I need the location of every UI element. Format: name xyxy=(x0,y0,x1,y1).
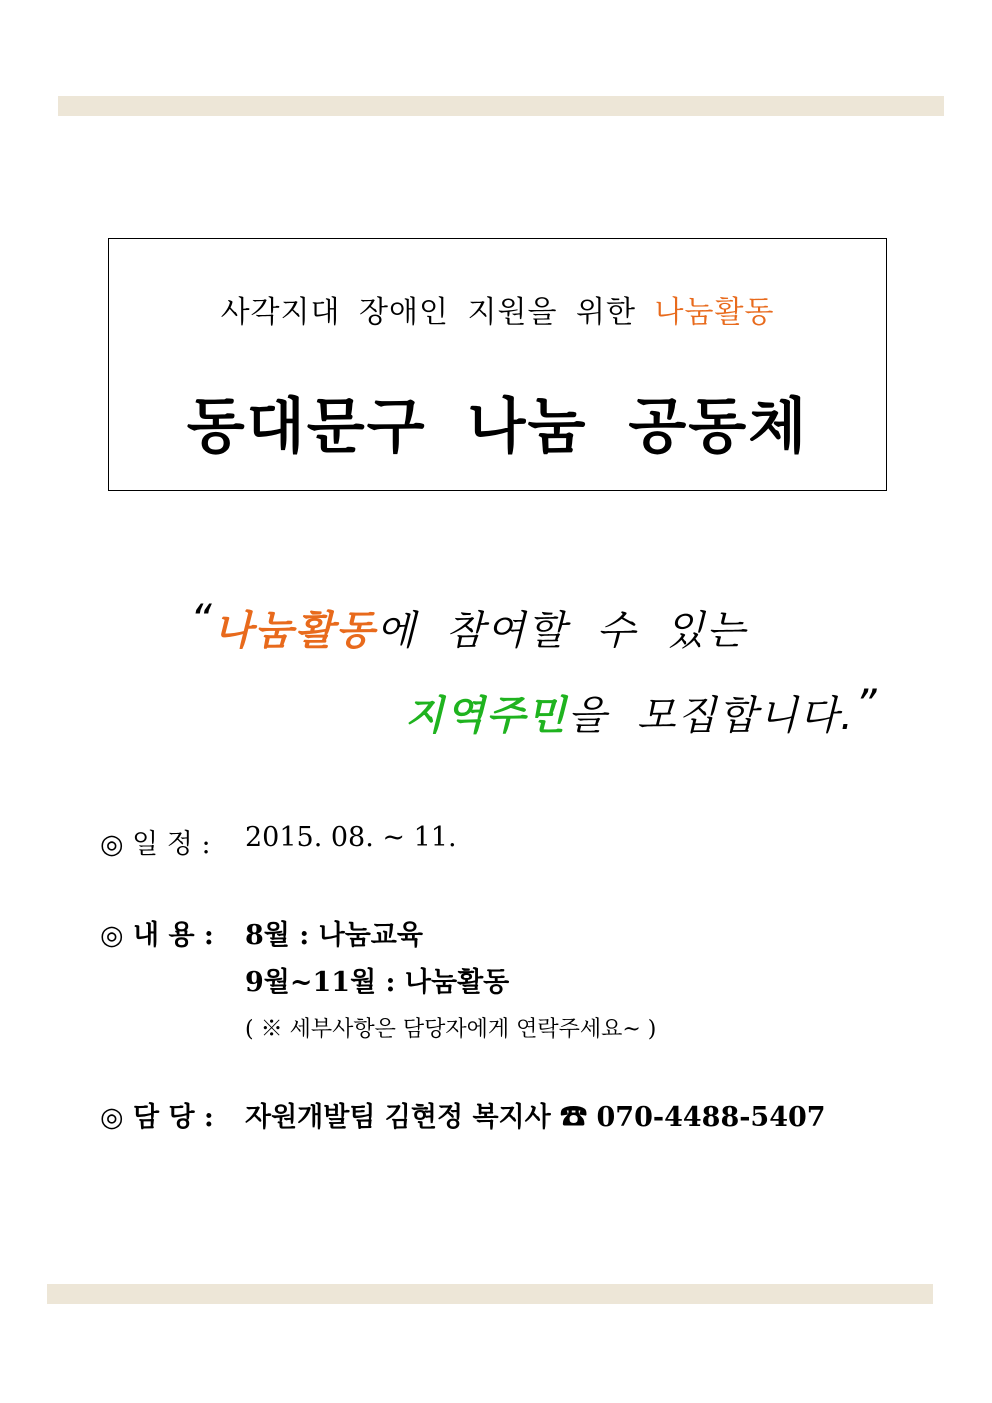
phone-icon: ☎ xyxy=(560,1102,588,1133)
content-line-2: 9월~11월 : 나눔활동 xyxy=(245,967,510,998)
top-decorative-bar xyxy=(58,96,944,116)
bottom-decorative-bar xyxy=(47,1284,933,1304)
contact-person: 자원개발팀 김현정 복지사 xyxy=(245,1102,551,1133)
contact-label: ◎ 담 당 : xyxy=(100,1102,214,1133)
content-note: ( ※ 세부사항은 담당자에게 연락주세요~ ) xyxy=(245,1017,657,1042)
content-label: ◎ 내 용 : xyxy=(100,920,214,951)
slogan-line-1 xyxy=(190,595,747,656)
open-quote: “ xyxy=(190,595,214,644)
slogan-highlight-sharing: 나눔활동 xyxy=(213,608,377,654)
subtitle-highlight: 나눔활동 xyxy=(654,295,775,330)
slogan-line-2-text: 을 모집합니다. xyxy=(567,693,855,739)
slogan-line-2 xyxy=(405,680,879,741)
title-box xyxy=(108,238,887,491)
schedule-value: 2015. 08. ~ 11. xyxy=(245,822,457,853)
page-title: 동대문구 나눔 공동체 xyxy=(186,392,809,462)
schedule-label: ◎ 일 정 : xyxy=(100,829,211,860)
slogan-highlight-residents: 지역주민 xyxy=(405,693,568,739)
close-quote: ” xyxy=(854,680,879,729)
contact-phone: 070-4488-5407 xyxy=(596,1102,826,1133)
contact-value xyxy=(245,1095,826,1134)
subtitle-prefix: 사각지대 장애인 지원을 위한 xyxy=(220,295,636,330)
content-line-1: 8월 : 나눔교육 xyxy=(245,920,423,951)
subtitle xyxy=(109,287,886,331)
slogan-line-1-text: 에 참여할 수 있는 xyxy=(376,608,747,654)
